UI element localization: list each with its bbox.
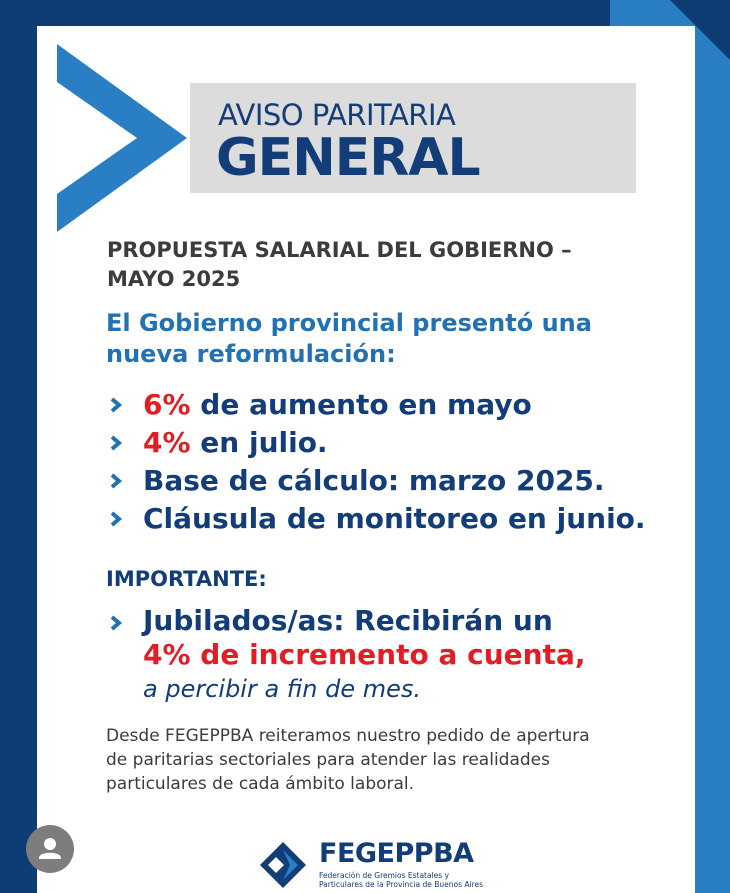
logo-mark-icon [260, 842, 306, 888]
logo-tagline-line: Federación de Gremios Estatales y [319, 871, 450, 880]
item-text: en julio. [190, 426, 328, 459]
list-item [107, 386, 646, 424]
chevron-right-icon [109, 435, 123, 451]
list-item [107, 500, 646, 538]
item-highlight: 4% [143, 426, 191, 459]
intro-line: El Gobierno provincial presentó una [106, 309, 592, 337]
retirees-line: Jubilados/as: Recibirán un [143, 604, 553, 637]
title-big: GENERAL [216, 128, 480, 188]
subheading [107, 236, 627, 294]
retirees-note [107, 604, 585, 706]
chevron-graphic-icon [37, 44, 187, 232]
chevron-right-icon [109, 615, 123, 631]
footer-line: de paritarias sectoriales para atender las realidades [106, 750, 550, 770]
list-item [107, 424, 646, 462]
subheading-line: MAYO 2025 [107, 267, 241, 291]
logo-tagline-line: Particulares de la Provincia de Buenos Aires [319, 880, 484, 889]
avatar[interactable] [26, 825, 74, 873]
logo-tagline [319, 871, 483, 889]
user-icon [26, 825, 74, 873]
list-item [107, 462, 646, 500]
item-text: Cláusula de monitoreo en junio. [143, 502, 646, 535]
logo-name: FEGEPPBA [319, 838, 474, 869]
retirees-highlight: 4% de incremento a cuenta, [143, 638, 586, 671]
intro-line: nueva reformulación: [106, 340, 396, 368]
retirees-line: a percibir a fin de mes. [143, 675, 422, 703]
chevron-right-icon [109, 511, 123, 527]
title-small: AVISO PARITARIA [218, 98, 456, 132]
item-text: de aumento en mayo [190, 388, 532, 421]
item-text: Base de cálculo: marzo 2025. [143, 464, 605, 497]
chevron-right-icon [109, 397, 123, 413]
footer-line: Desde FEGEPPBA reiteramos nuestro pedido de apertura [106, 726, 590, 746]
footer-line: particulares de cada ámbito laboral. [106, 774, 415, 794]
fegeppba-logo [252, 836, 484, 893]
chevron-right-icon [109, 473, 123, 489]
intro-text [106, 308, 626, 370]
important-label: IMPORTANTE: [106, 567, 267, 591]
footer-statement [106, 724, 646, 796]
subheading-line: PROPUESTA SALARIAL DEL GOBIERNO – [107, 238, 572, 262]
item-highlight: 6% [143, 388, 191, 421]
proposal-list [107, 386, 646, 538]
